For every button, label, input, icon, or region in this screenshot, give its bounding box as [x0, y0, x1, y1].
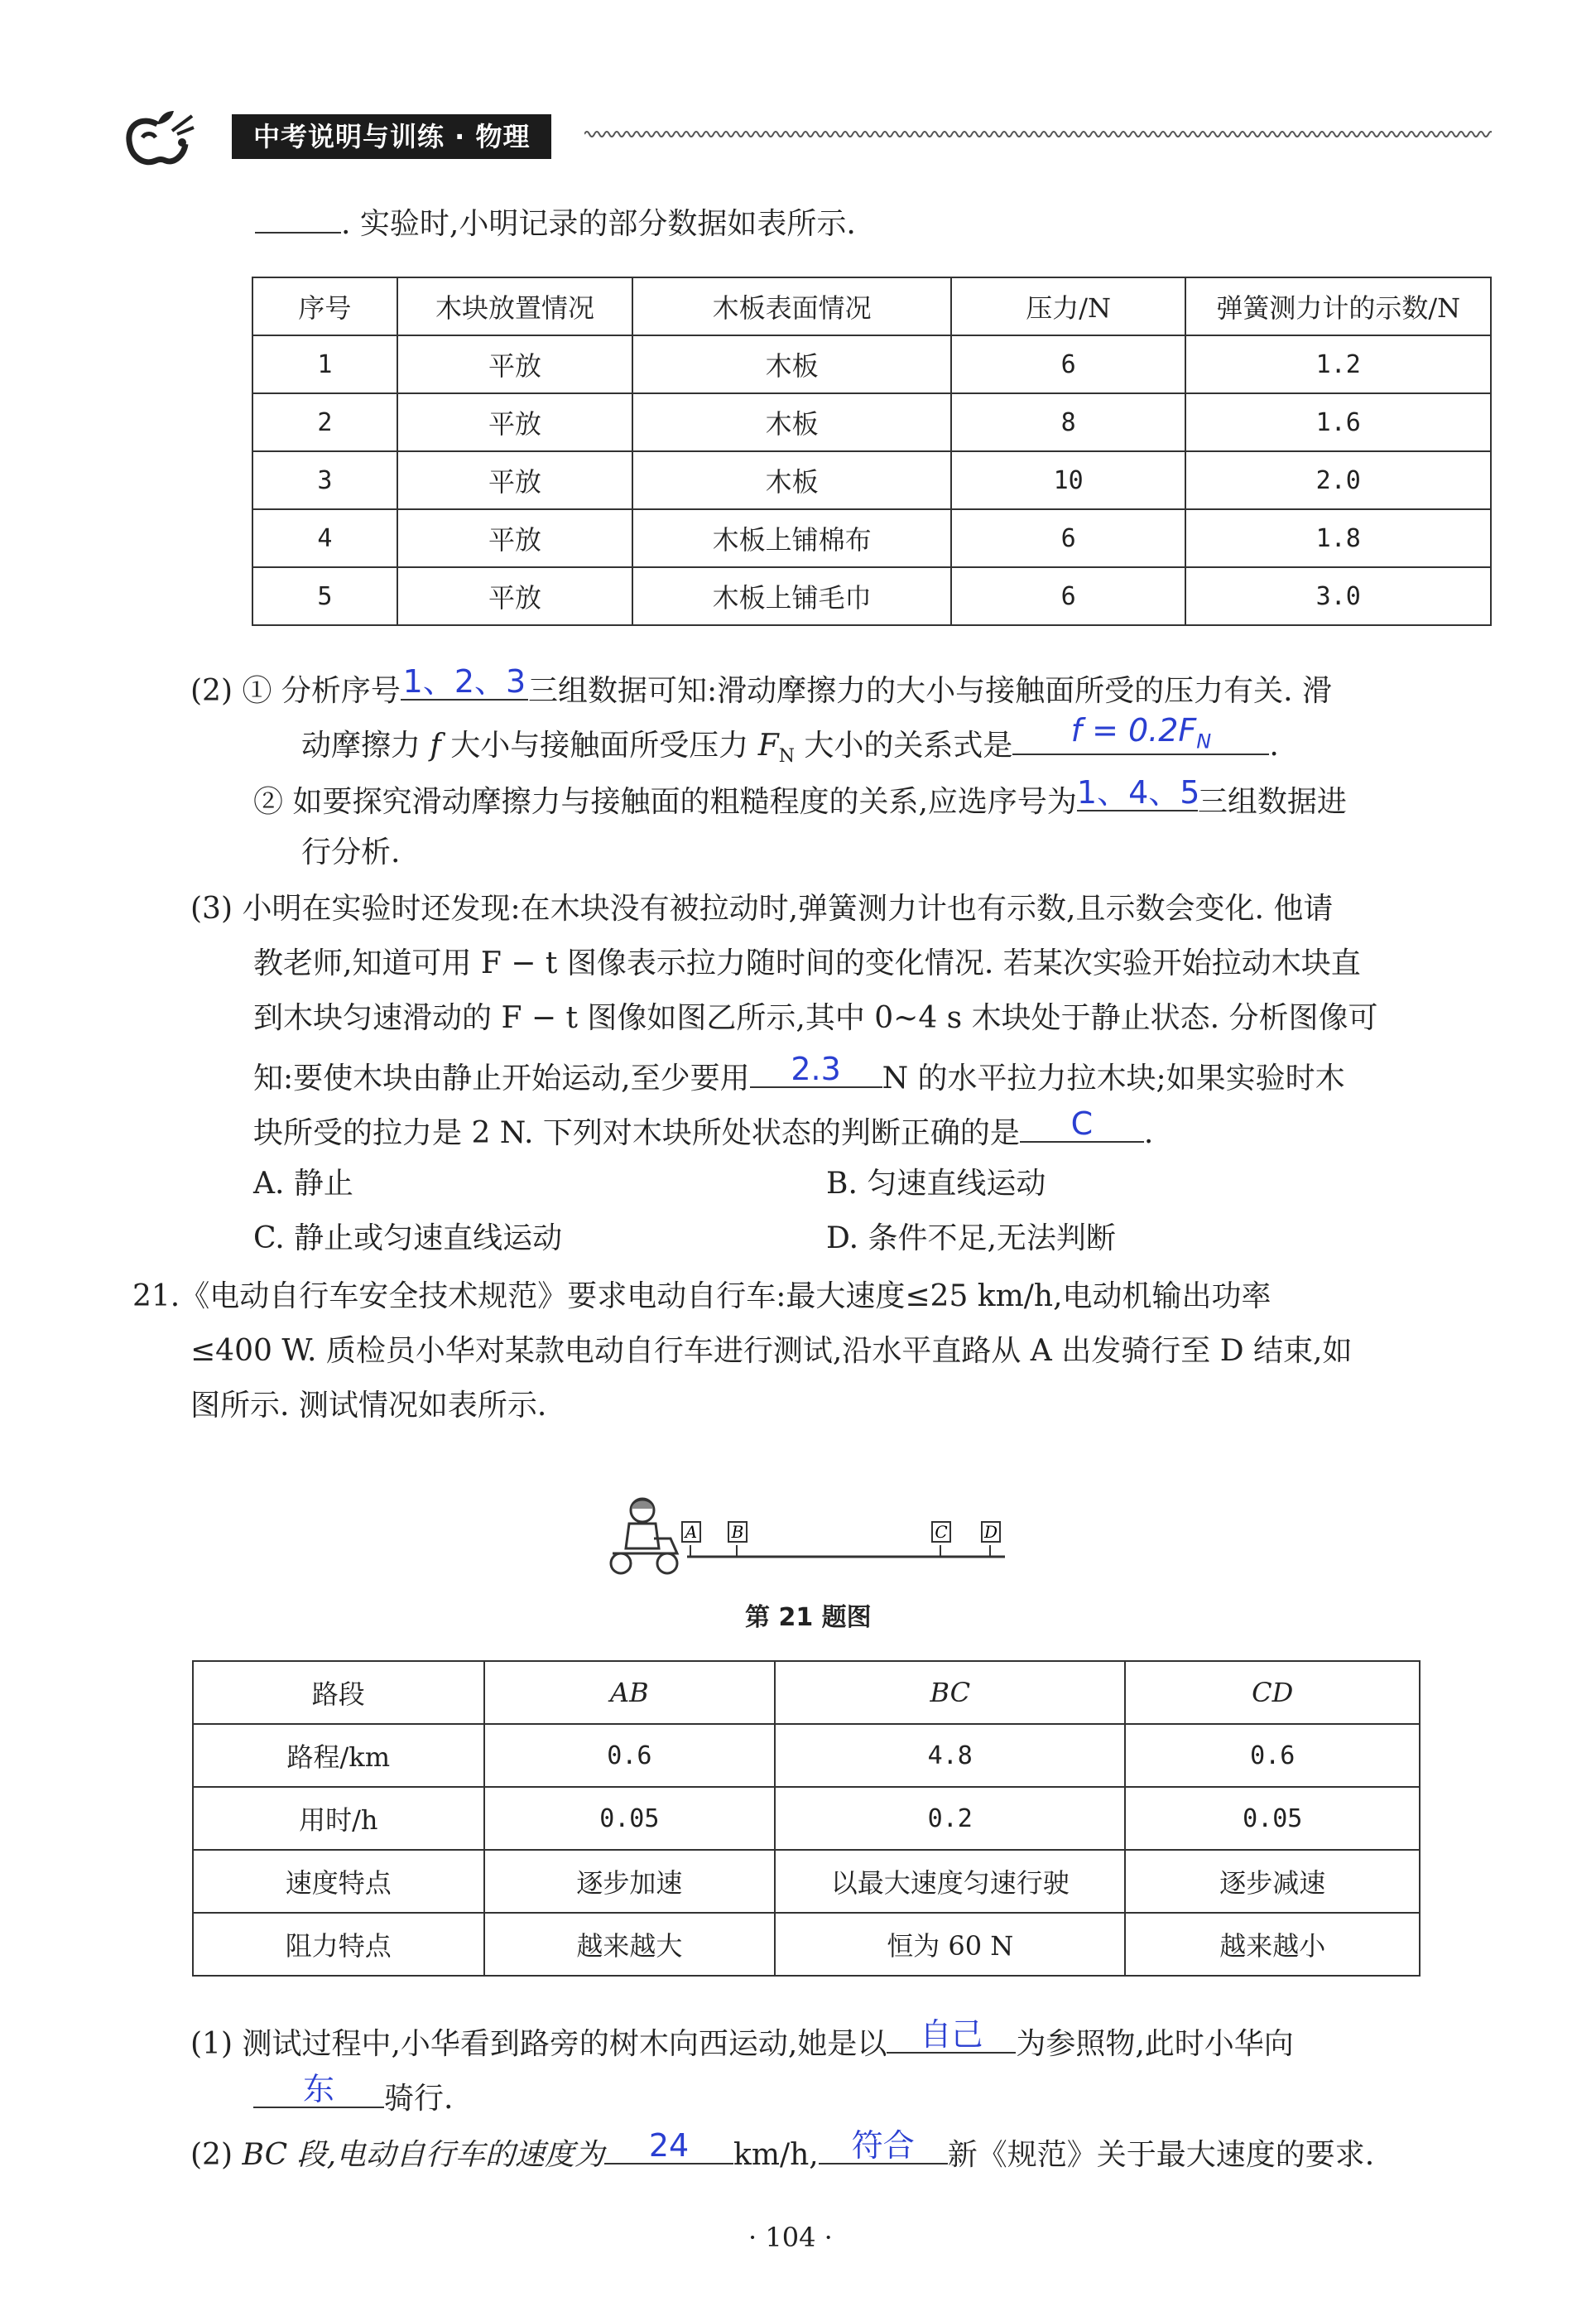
table-cell: 阻力特点	[193, 1913, 484, 1976]
table-cell: 1.2	[1185, 335, 1491, 393]
table-header: 序号	[252, 277, 397, 335]
table-cell: 0.05	[1125, 1787, 1420, 1850]
friction-data-table	[252, 277, 1492, 626]
table-row	[252, 335, 1491, 393]
q21-part1-line1: (1) 测试过程中,小华看到路旁的树木向西运动,她是以 自己 为参照物,此时小华向	[190, 2016, 1294, 2061]
page-number: · 104 ·	[748, 2222, 833, 2253]
table-cell: 2	[252, 393, 397, 451]
table-cell: 平放	[397, 509, 633, 567]
q2-part1-line1: (2) ① 分析序号 1、2、3 三组数据可知:滑动摩擦力的大小与接触面所受的压力有关. 滑	[190, 663, 1332, 708]
table-row	[252, 509, 1491, 567]
table-cell: 木板上铺毛巾	[632, 567, 950, 625]
table-row	[193, 1913, 1420, 1976]
table-row	[252, 393, 1491, 451]
cyclist-icon	[611, 1499, 677, 1573]
answer-blank: 符合	[819, 2130, 948, 2165]
table-cell: 越来越小	[1125, 1913, 1420, 1976]
answer-blank: $f = 0.2F_N$	[1012, 720, 1269, 755]
answer-blank: 1、2、3	[401, 666, 528, 701]
series-title: 中考说明与训练 · 物理	[232, 114, 551, 159]
test-results-table	[192, 1660, 1421, 1977]
q3-line2: 教老师,知道可用 F − t 图像表示拉力随时间的变化情况. 若某次实验开始拉动木块直	[253, 946, 1361, 980]
table-cell: 6	[951, 509, 1186, 567]
table-cell: 2.0	[1185, 451, 1491, 509]
table-cell: 6	[951, 335, 1186, 393]
q3-line1: (3) 小明在实验时还发现:在木块没有被拉动时,弹簧测力计也有示数,且示数会变化. 他请	[190, 892, 1334, 926]
table-header: AB	[484, 1661, 776, 1724]
figure-caption: 第 21 题图	[745, 1603, 872, 1632]
table-cell: 8	[951, 393, 1186, 451]
q3-line5: 块所受的拉力是 2 N. 下列对木块所处状态的判断正确的是 C .	[253, 1105, 1154, 1150]
point-label-d: D	[983, 1522, 998, 1542]
table-cell: 平放	[397, 393, 633, 451]
answer-blank: 2.3	[750, 1053, 882, 1088]
table-cell: 木板	[632, 393, 950, 451]
q21-part1-line2: 东 骑行.	[253, 2073, 453, 2121]
table-cell: 3.0	[1185, 567, 1491, 625]
table-cell: 1.6	[1185, 393, 1491, 451]
table-cell: 0.6	[1125, 1724, 1420, 1787]
table-cell: 0.6	[484, 1724, 776, 1787]
q2-part1-line2: 动摩擦力 f 大小与接触面所受压力 $F_N$ 大小的关系式是 $f = 0.2F_N$ .	[301, 712, 1279, 768]
answer-blank: C	[1020, 1108, 1144, 1143]
table-cell: 平放	[397, 567, 633, 625]
table-header: 木板表面情况	[632, 277, 950, 335]
option-c: C. 静止或匀速直线运动	[253, 1221, 563, 1255]
table-cell: 平放	[397, 451, 633, 509]
q21-part2-line: (2) BC 段,电动自行车的速度为 24 km/h, 符合 新《规范》关于最大速度的要求.	[190, 2127, 1375, 2172]
table-header: 路段	[193, 1661, 484, 1724]
table-cell: 4	[252, 509, 397, 567]
table-cell: 木板	[632, 451, 950, 509]
table-cell: 逐步减速	[1125, 1850, 1420, 1913]
table-cell: 0.05	[484, 1787, 776, 1850]
q21-line1: 21.《电动自行车安全技术规范》要求电动自行车:最大速度≤25 km/h,电动机输出功率	[132, 1279, 1272, 1313]
point-label-b: B	[731, 1522, 744, 1542]
table-cell: 速度特点	[193, 1850, 484, 1913]
table-row	[252, 451, 1491, 509]
table-cell: 3	[252, 451, 397, 509]
table-row	[252, 567, 1491, 625]
route-figure	[604, 1495, 1026, 1578]
intro-line: . 实验时,小明记录的部分数据如表所示.	[255, 199, 856, 246]
table-header: 弹簧测力计的示数/N	[1185, 277, 1491, 335]
table-cell: 5	[252, 567, 397, 625]
table-cell: 恒为 60 N	[775, 1913, 1125, 1976]
q21-line3: 图所示. 测试情况如表所示.	[190, 1389, 547, 1423]
q21-line2: ≤400 W. 质检员小华对某款电动自行车进行测试,沿水平直路从 A 出发骑行至 D 结束,如	[190, 1334, 1353, 1368]
table-header: BC	[775, 1661, 1125, 1724]
answer-blank: 东	[253, 2073, 384, 2108]
table-cell: 平放	[397, 335, 633, 393]
table-header-row	[252, 277, 1491, 335]
table-cell: 木板上铺棉布	[632, 509, 950, 567]
table-cell: 4.8	[775, 1724, 1125, 1787]
table-cell: 6	[951, 567, 1186, 625]
table-cell: 路程/km	[193, 1724, 484, 1787]
table-cell: 越来越大	[484, 1913, 776, 1976]
table-cell: 10	[951, 451, 1186, 509]
table-cell: 以最大速度匀速行驶	[775, 1850, 1125, 1913]
table-header: 压力/N	[951, 277, 1186, 335]
answer-blank	[255, 199, 341, 234]
answer-blank: 1、4、5	[1076, 774, 1200, 811]
apple-logo-icon	[124, 109, 195, 166]
point-label-a: A	[685, 1522, 698, 1542]
answer-blank: 自己	[887, 2019, 1016, 2054]
table-cell: 逐步加速	[484, 1850, 776, 1913]
table-row	[193, 1787, 1420, 1850]
table-header-row	[193, 1661, 1420, 1724]
q2-part2-line1: ② 如要探究滑动摩擦力与接触面的粗糙程度的关系,应选序号为 1、4、5 三组数据进	[253, 774, 1347, 819]
q3-line3: 到木块匀速滑动的 F − t 图像如图乙所示,其中 0∼4 s 木块处于静止状态. 分析图像可	[253, 1001, 1378, 1035]
table-cell: 木板	[632, 335, 950, 393]
table-row	[193, 1724, 1420, 1787]
point-label-c: C	[935, 1522, 948, 1542]
q3-line4: 知:要使木块由静止开始运动,至少要用 2.3 N 的水平拉力拉木块;如果实验时木	[253, 1051, 1345, 1095]
table-header: 木块放置情况	[397, 277, 633, 335]
table-row	[193, 1850, 1420, 1913]
option-a: A. 静止	[253, 1167, 353, 1201]
header-wave-divider	[584, 124, 1492, 144]
table-cell: 1	[252, 335, 397, 393]
q2-part2-line2: 行分析.	[301, 835, 401, 869]
table-cell: 0.2	[775, 1787, 1125, 1850]
table-cell: 用时/h	[193, 1787, 484, 1850]
table-cell: 1.8	[1185, 509, 1491, 567]
table-header: CD	[1125, 1661, 1420, 1724]
option-d: D. 条件不足,无法判断	[826, 1221, 1116, 1255]
answer-blank: 24	[604, 2130, 733, 2165]
option-b: B. 匀速直线运动	[826, 1167, 1046, 1201]
